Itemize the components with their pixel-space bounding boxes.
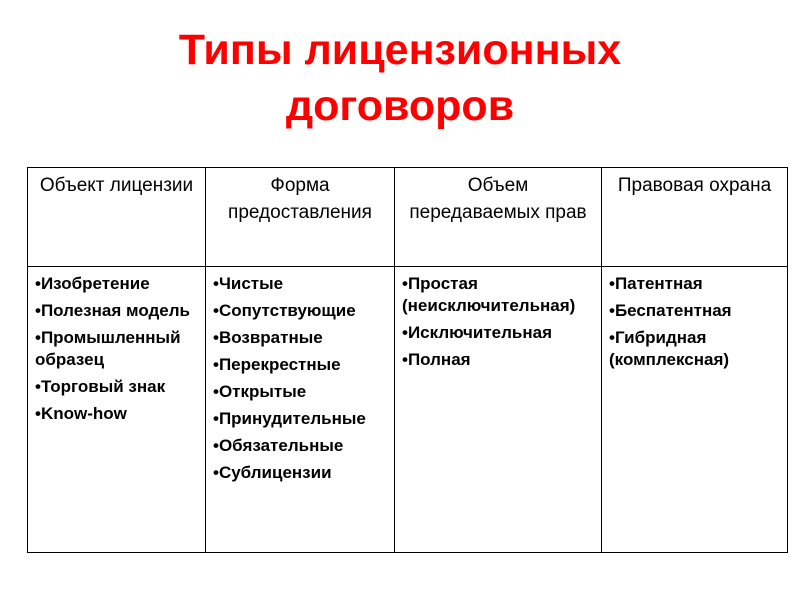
header-legal-protection: Правовая охрана	[602, 168, 788, 267]
header-license-object: Объект лицензии	[28, 168, 206, 267]
list-item-text: Сопутствующие	[218, 301, 356, 320]
list-item-text: Know-how	[40, 404, 127, 423]
list-item-text: Промышленный образец	[35, 328, 181, 369]
list-item-text: Возвратные	[218, 328, 323, 347]
list-item	[609, 273, 781, 295]
bullet-icon: •	[213, 436, 219, 455]
list-item-text: Изобретение	[40, 274, 150, 293]
bullet-icon: •	[35, 301, 41, 320]
list-item	[213, 327, 388, 349]
slide-title-line1: Типы лицензионных	[178, 26, 622, 74]
list-item	[35, 273, 199, 295]
cell-legal-protections	[602, 267, 788, 553]
list-item	[402, 273, 595, 317]
list-item-text: Патентная	[614, 274, 703, 293]
bullet-icon: •	[35, 404, 41, 423]
bullet-icon: •	[213, 382, 219, 401]
slide-title-line2: договоров	[285, 82, 515, 130]
list-item	[35, 327, 199, 371]
bullet-icon: •	[213, 274, 219, 293]
bullet-icon: •	[213, 463, 219, 482]
list-item	[402, 349, 595, 371]
bullet-icon: •	[35, 328, 41, 347]
list-rights-scopes	[395, 267, 601, 371]
bullet-icon: •	[213, 409, 219, 428]
list-legal-protections	[602, 267, 787, 371]
license-types-table	[27, 167, 788, 553]
list-item-text: Гибридная (комплексная)	[609, 328, 730, 369]
list-item	[213, 273, 388, 295]
bullet-icon: •	[402, 274, 408, 293]
bullet-icon: •	[402, 323, 408, 342]
list-item-text: Перекрестные	[218, 355, 341, 374]
cell-rights-scopes	[395, 267, 602, 553]
list-item	[35, 403, 199, 425]
list-item-text: Исключительная	[407, 323, 553, 342]
bullet-icon: •	[35, 377, 41, 396]
table-header-row	[28, 168, 788, 267]
list-item-text: Чистые	[218, 274, 284, 293]
list-item	[213, 300, 388, 322]
list-item-text: Беспатентная	[614, 301, 732, 320]
list-item-text: Полная	[407, 350, 471, 369]
header-provision-form: Форма предоставления	[206, 168, 395, 267]
slide-title	[0, 22, 800, 134]
list-provision-forms	[206, 267, 394, 484]
table-body-row	[28, 267, 788, 553]
cell-license-objects	[28, 267, 206, 553]
list-item-text: Торговый знак	[40, 377, 166, 396]
list-item	[35, 300, 199, 322]
list-item-text: Простая (неисключительная)	[402, 274, 576, 315]
list-item	[402, 322, 595, 344]
bullet-icon: •	[609, 301, 615, 320]
bullet-icon: •	[609, 328, 615, 347]
bullet-icon: •	[609, 274, 615, 293]
list-item	[213, 435, 388, 457]
list-item-text: Полезная модель	[40, 301, 190, 320]
cell-provision-forms	[206, 267, 395, 553]
bullet-icon: •	[35, 274, 41, 293]
bullet-icon: •	[213, 301, 219, 320]
list-item	[213, 408, 388, 430]
bullet-icon: •	[213, 355, 219, 374]
list-license-objects	[28, 267, 205, 425]
list-item-text: Открытые	[218, 382, 307, 401]
list-item	[213, 381, 388, 403]
list-item-text: Обязательные	[218, 436, 344, 455]
list-item	[213, 354, 388, 376]
list-item	[609, 327, 781, 371]
list-item-text: Сублицензии	[218, 463, 332, 482]
bullet-icon: •	[402, 350, 408, 369]
list-item	[35, 376, 199, 398]
list-item	[609, 300, 781, 322]
header-rights-scope: Объем передаваемых прав	[395, 168, 602, 267]
list-item-text: Принудительные	[218, 409, 366, 428]
list-item	[213, 462, 388, 484]
bullet-icon: •	[213, 328, 219, 347]
